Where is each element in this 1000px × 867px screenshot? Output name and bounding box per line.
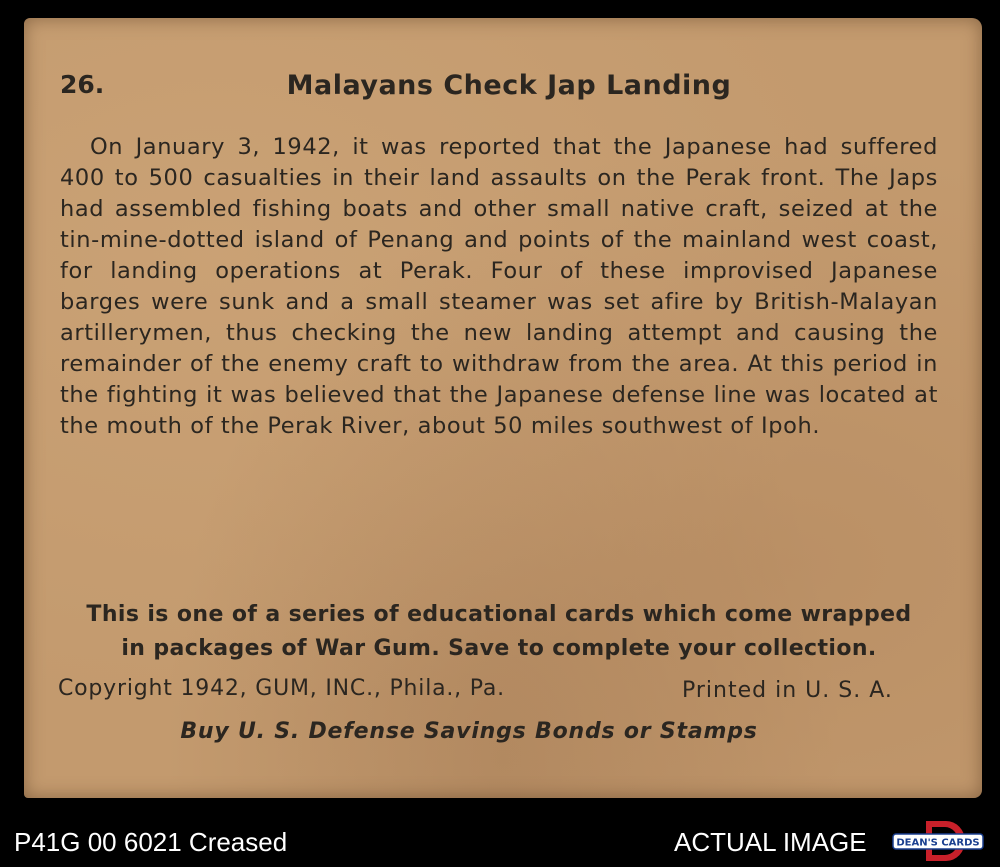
printed-in-text: Printed in U. S. A. xyxy=(682,678,893,703)
bonds-slogan: Buy U. S. Defense Savings Bonds or Stamps xyxy=(180,719,758,744)
promo-line-2: in packages of War Gum. Save to complete your collection. xyxy=(121,636,877,661)
promo-text xyxy=(60,598,938,666)
promo-line-1: This is one of a series of educational cards which come wrapped xyxy=(86,602,912,627)
trading-card-back xyxy=(24,18,982,798)
card-number: 26. xyxy=(60,70,105,99)
card-body-text: On January 3, 1942, it was reported that the Japanese had suffered 400 to 500 casualties in their land assaults on the Perak front. The Japs had assembled fishing boats and other small native craft, seized at the tin-mine-dotted island of Penang and points of the mainland west coast, for landing operations at Perak. Four of these improvised Japanese barges were sunk and a small steamer was set afire by British-Malayan artillerymen, thus checking the new landing attempt and causing the remainder of the enemy craft to withdraw from the area. At this period in the fighting it was believed that the Japanese defense line was located at the mouth of the Perak River, about 50 miles southwest of Ipoh. xyxy=(60,134,938,439)
actual-image-caption: ACTUAL IMAGE xyxy=(674,827,867,857)
copyright-text: Copyright 1942, GUM, INC., Phila., Pa. xyxy=(58,676,505,701)
logo-text: DEAN'S CARDS xyxy=(896,837,980,849)
card-title: Malayans Check Jap Landing xyxy=(286,70,732,101)
item-code-caption: P41G 00 6021 Creased xyxy=(14,827,288,857)
deans-cards-logo-icon xyxy=(892,820,984,862)
